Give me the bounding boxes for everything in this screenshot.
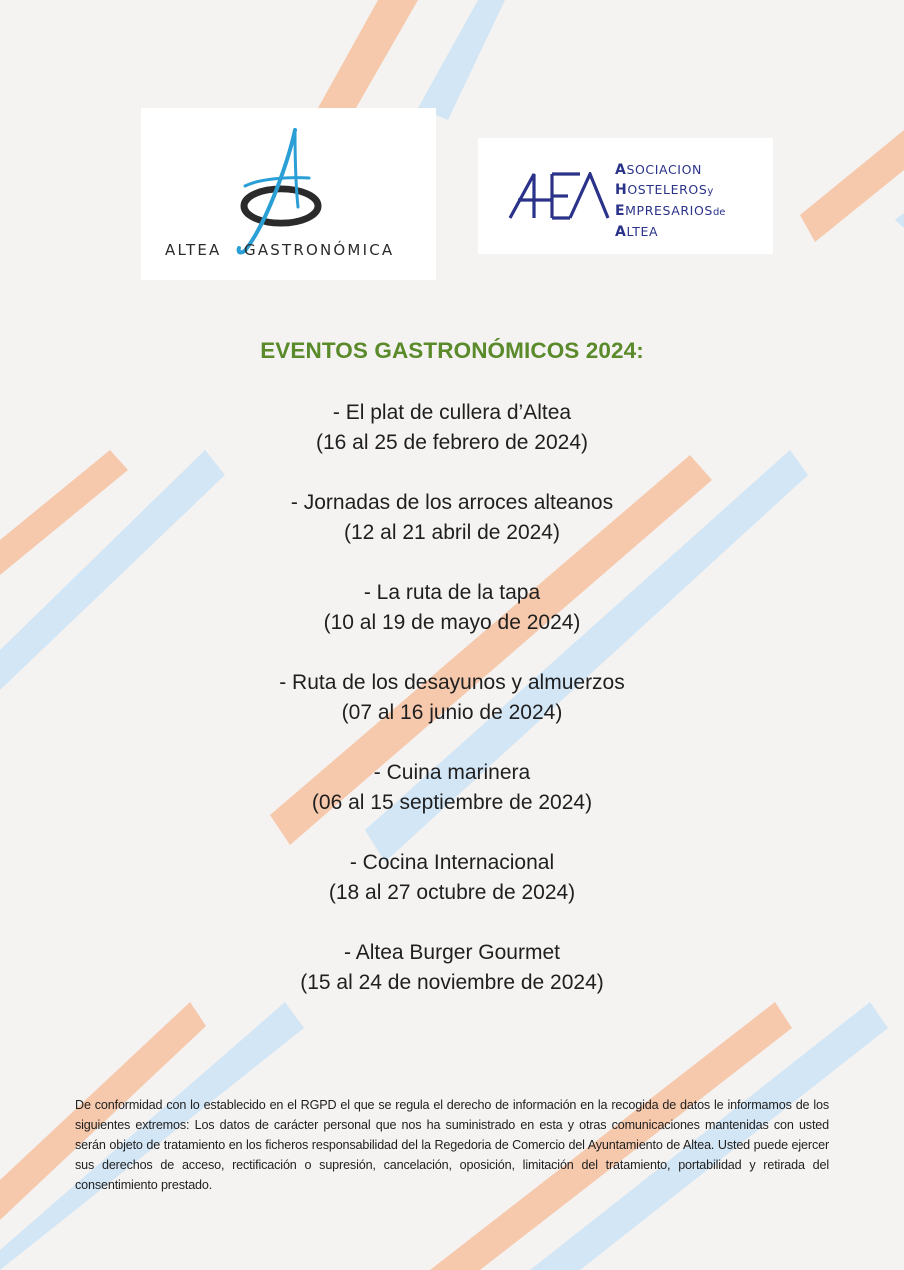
event-dates: (16 al 25 de febrero de 2024): [315, 431, 589, 454]
ahea-logo: [478, 138, 773, 254]
event-dates: (12 al 21 abril de 2024): [344, 521, 560, 544]
gastronomica-word: GASTRONÓMICA: [244, 241, 395, 259]
event-item: [0, 938, 904, 1028]
stripe-pair-top: [318, 0, 505, 120]
event-item: [0, 398, 904, 488]
event-name: - Ruta de los desayunos y almuerzos: [279, 671, 625, 694]
page-title: EVENTOS GASTRONÓMICOS 2024:: [260, 338, 644, 363]
ahea-line-3: EMPRESARIOSde: [615, 203, 726, 219]
event-dates: (10 al 19 de mayo de 2024): [323, 611, 581, 634]
gdpr-legal-notice: De conformidad con lo establecido en el RGPD el que se regula el derecho de información en la recogida de datos le informamos de los siguientes extremos: Los datos de carácter personal que nos ha suministrado en esta y otras comunicaciones mantenidas con usted serán objeto de tratamiento en los ficheros responsabilidad del la Regedoria de Comercio del Ayuntamiento de Altea. Usted puede ejercer sus derechos de acceso, rectificación o supresión, cancelación, oposición, limitación del tratamiento, portabilidad y retirada del consentimiento prestado.: [75, 1097, 829, 1192]
event-item: [0, 578, 904, 668]
event-name: - Cocina Internacional: [349, 851, 555, 874]
ahea-monogram-icon: [508, 172, 610, 220]
event-item: [0, 758, 904, 848]
event-dates: (07 al 16 junio de 2024): [341, 701, 563, 724]
altea-gastronomica-logo: [141, 108, 436, 280]
ahea-name: [615, 160, 725, 242]
event-dates: (06 al 15 septiembre de 2024): [311, 791, 593, 814]
event-name: - La ruta de la tapa: [363, 581, 541, 604]
ahea-line-2: HOSTELEROSy: [615, 182, 714, 198]
event-item: [0, 668, 904, 758]
ahea-line-1: ASOCIACION: [615, 162, 702, 178]
event-name: - Jornadas de los arroces alteanos: [290, 491, 614, 514]
event-dates: (18 al 27 octubre de 2024): [328, 881, 576, 904]
altea-word: ALTEA: [165, 241, 222, 259]
event-item: [0, 848, 904, 938]
event-item: [0, 488, 904, 578]
event-dates: (15 al 24 de noviembre de 2024): [300, 971, 604, 994]
event-name: - El plat de cullera d’Altea: [332, 401, 572, 424]
ahea-line-4: ALTEA: [615, 224, 659, 240]
event-name: - Altea Burger Gourmet: [344, 941, 560, 964]
stripe-top-right: [800, 130, 904, 242]
event-name: - Cuina marinera: [373, 761, 531, 784]
events-list: [0, 398, 904, 1028]
